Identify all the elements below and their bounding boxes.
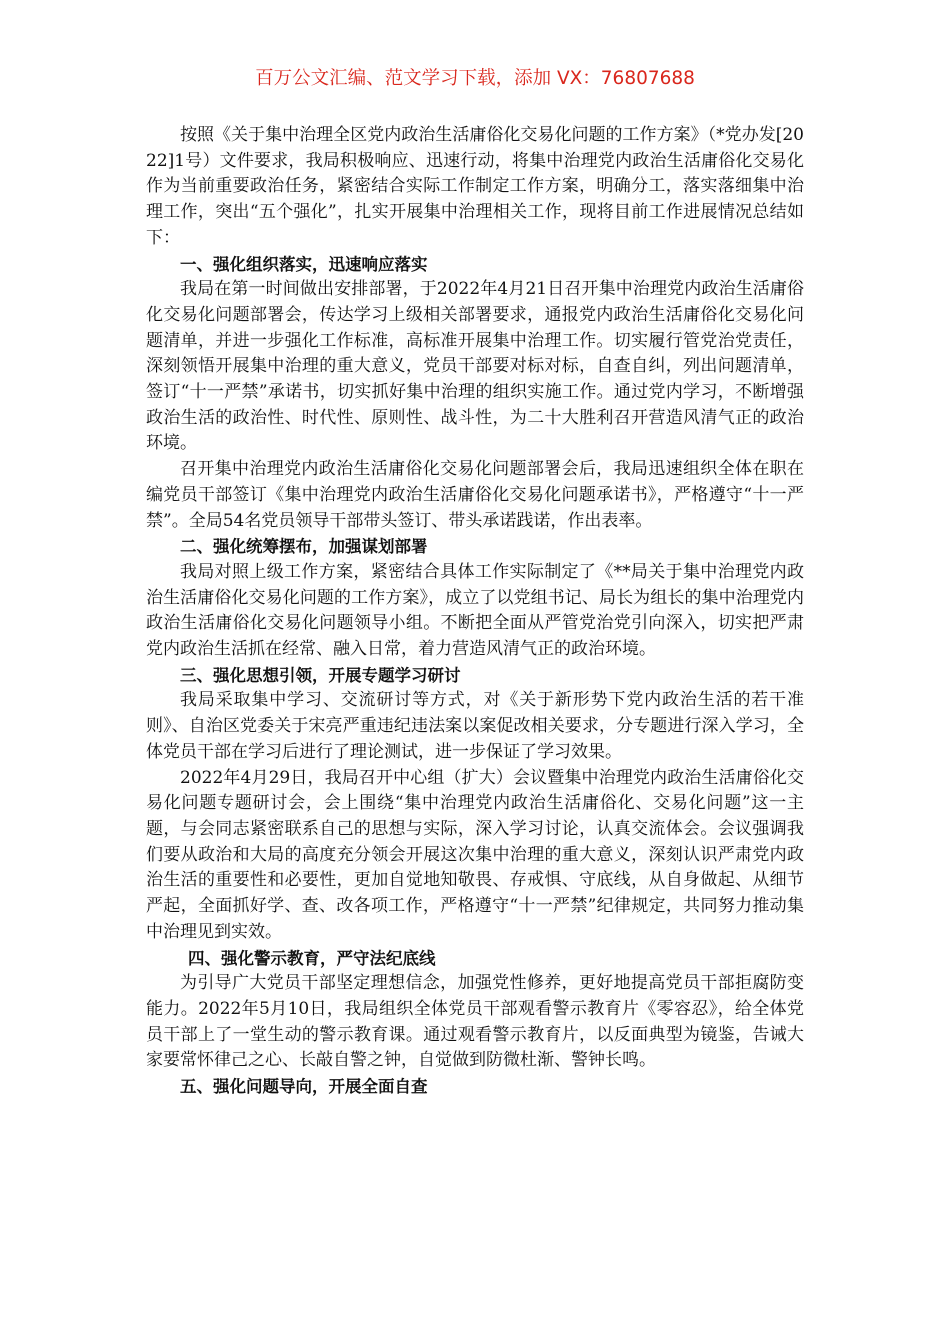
section-3-paragraph-2: 2022年4月29日，我局召开中心组（扩大）会议暨集中治理党内政治生活庸俗化交易化问题专题研讨会，会上围绕“集中治理党内政治生活庸俗化、交易化问题”这一主题，与会同志紧密联系自己的思想与实际，深入学习讨论，认真交流体会。会议强调我们要从政治和大局的高度充分领会开展这次集中治理的重大意义，深刻认识严肃党内政治生活的重要性和必要性，更加自觉地知敬畏、存戒惧、守底线，从自身做起、从细节严起，全面抓好学、查、改各项工作，严格遵守“十一严禁”纪律规定，共同努力推动集中治理见到实效。 xyxy=(146,767,804,942)
section-heading-1: 一、强化组织落实，迅速响应落实 xyxy=(180,254,428,274)
section-heading-5: 五、强化问题导向，开展全面自查 xyxy=(180,1077,428,1097)
promo-header: 百万公文汇编、范文学习下载，添加 VX：76807688 xyxy=(255,68,695,89)
intro-paragraph: 按照《关于集中治理全区党内政治生活庸俗化交易化问题的工作方案》（*党办发[2022]1号）文件要求，我局积极响应、迅速行动，将集中治理党内政治生活庸俗化交易化作为当前重要政治任务，紧密结合实际工作制定工作方案，明确分工，落实落细集中治理工作，突出“五个强化”，扎实开展集中治理相关工作，现将目前工作进展情况总结如下： xyxy=(146,125,804,248)
section-heading-4: 四、强化警示教育，严守法纪底线 xyxy=(188,948,436,968)
section-heading-3: 三、强化思想引领，开展专题学习研讨 xyxy=(180,665,461,685)
section-4-paragraph-1: 为引导广大党员干部坚定理想信念，加强党性修养，更好地提高党员干部拒腐防变能力。2022年5月10日，我局组织全体党员干部观看警示教育片《零容忍》，给全体党员干部上了一堂生动的警示教育课。通过观看警示教育片，以反面典型为镜鉴，告诫大家要常怀律己之心、长敲自警之钟，自觉做到防微杜渐、警钟长鸣。 xyxy=(146,973,804,1071)
section-1-paragraph-1: 我局在第一时间做出安排部署，于2022年4月21日召开集中治理党内政治生活庸俗化交易化问题部署会，传达学习上级相关部署要求，通报党内政治生活庸俗化交易化问题清单，并进一步强化工作标准，高标准开展集中治理工作。切实履行管党治党责任，深刻领悟开展集中治理的重大意义，党员干部要对标对标，自查自纠，列出问题清单，签订“十一严禁”承诺书，切实抓好集中治理的组织实施工作。通过党内学习，不断增强政治生活的政治性、时代性、原则性、战斗性，为二十大胜利召开营造风清气正的政治环境。 xyxy=(146,279,804,454)
section-heading-2: 二、强化统筹摆布，加强谋划部署 xyxy=(180,537,428,557)
section-3-paragraph-1: 我局采取集中学习、交流研讨等方式，对《关于新形势下党内政治生活的若干准则》、自治区党委关于宋亮严重违纪违法案以案促改相关要求，分专题进行深入学习，全体党员干部在学习后进行了理论测试，进一步保证了学习效果。 xyxy=(146,690,804,762)
section-1-paragraph-2: 召开集中治理党内政治生活庸俗化交易化问题部署会后，我局迅速组织全体在职在编党员干部签订《集中治理党内政治生活庸俗化交易化问题承诺书》，严格遵守“十一严禁”。全局54名党员领导干部带头签订、带头承诺践诺，作出表率。 xyxy=(146,459,804,531)
section-2-paragraph-1: 我局对照上级工作方案，紧密结合具体工作实际制定了《**局关于集中治理党内政治生活庸俗化交易化问题的工作方案》，成立了以党组书记、局长为组长的集中治理党内政治生活庸俗化交易化问题领导小组。不断把全面从严管党治党引向深入，切实把严肃党内政治生活抓在经常、融入日常，着力营造风清气正的政治环境。 xyxy=(146,561,804,660)
document-body xyxy=(146,123,804,1100)
